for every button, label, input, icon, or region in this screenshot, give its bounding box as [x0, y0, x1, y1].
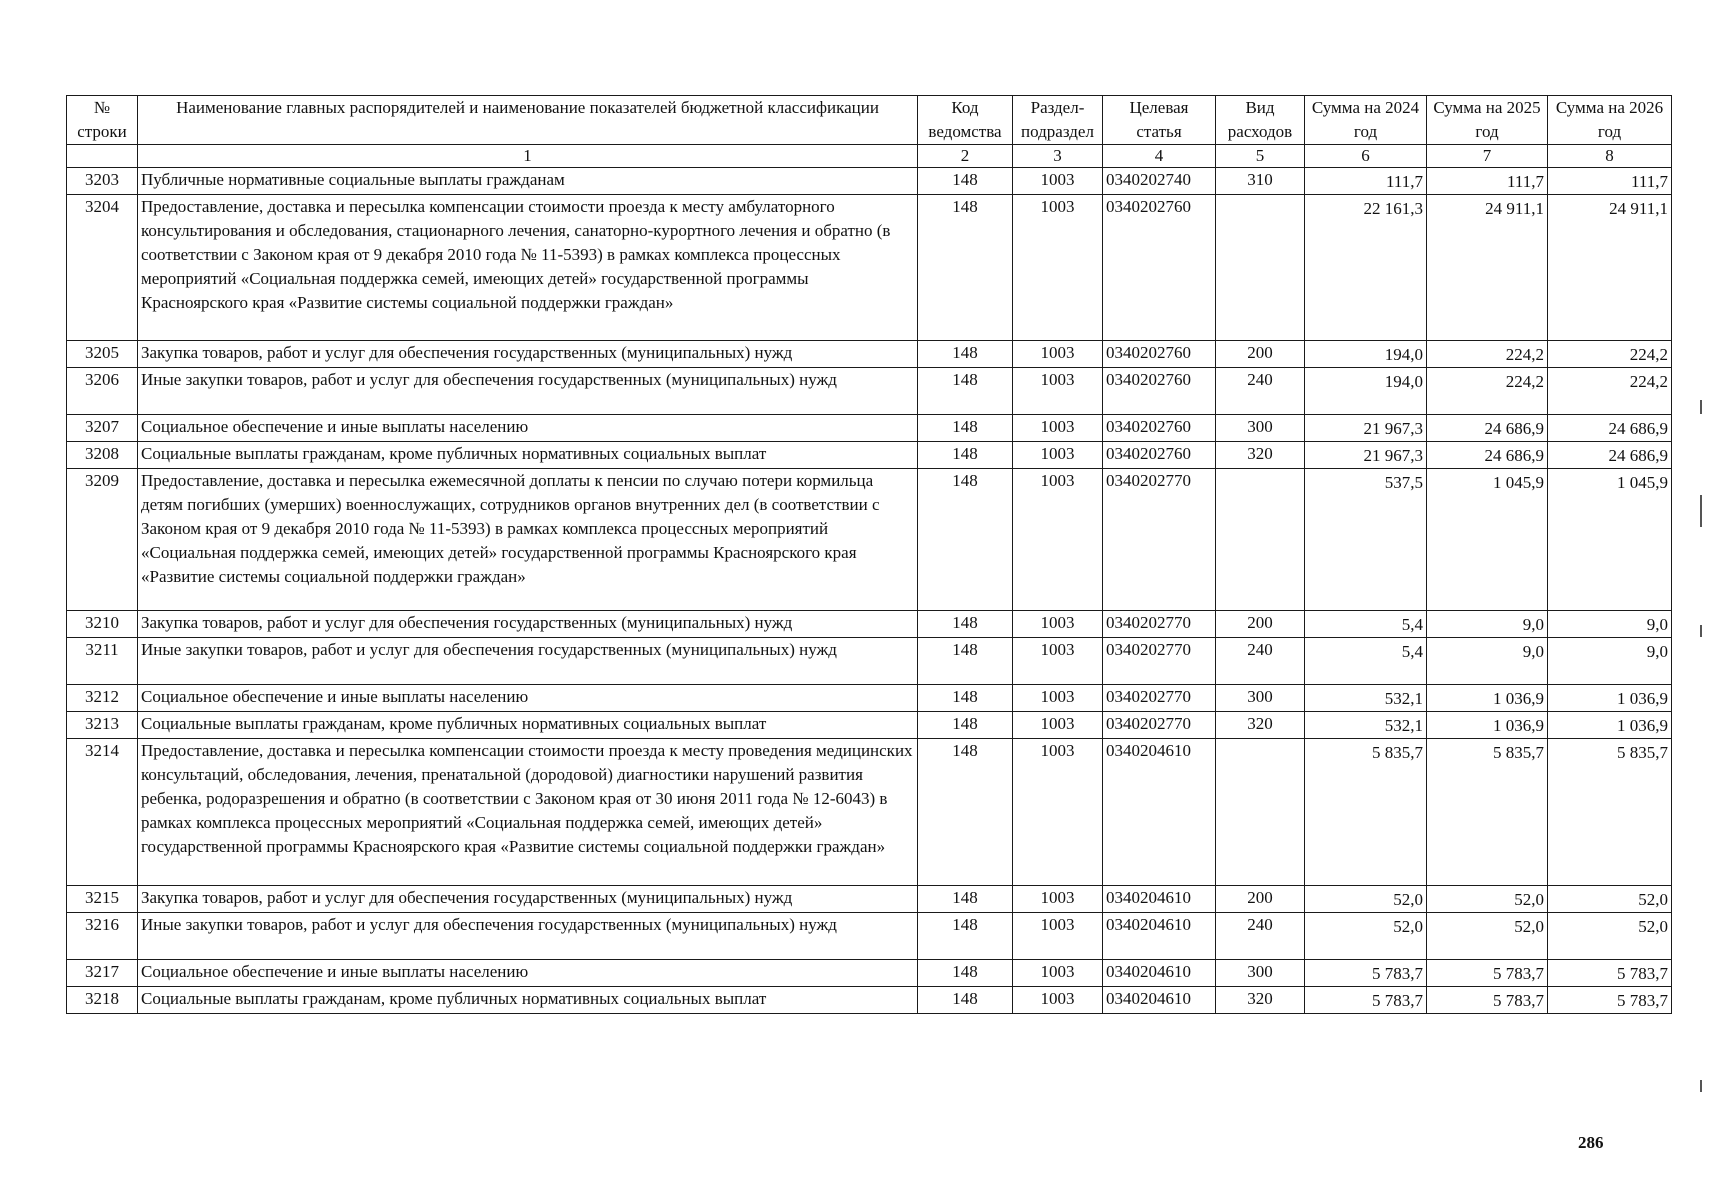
- sum-2026-cell: [1548, 712, 1672, 739]
- sum-2024-cell-value: 5 783,7: [1372, 964, 1423, 983]
- row-name-cell: Социальные выплаты гражданам, кроме публичных нормативных социальных выплат: [138, 987, 918, 1014]
- row-name-cell: Социальное обеспечение и иные выплаты населению: [138, 960, 918, 987]
- sum-2024-cell: [1305, 886, 1427, 913]
- row-name-cell: Предоставление, доставка и пересылка компенсации стоимости проезда к месту проведения медицинских консультаций, обследования, лечения, пренатальной (дородовой) диагностики нарушений развития ребенка, родоразрешения и обратно (в соответствии с Законом края от 30 июня 2011 года № 12-6043) в рамках комплекса процессных мероприятий «Социальная поддержка семей, имеющих детей» государственной программы Красноярского края «Развитие системы социальной поддержки граждан»: [138, 739, 918, 886]
- header-row-number: № строки: [67, 96, 138, 145]
- row-number-cell: 3209: [67, 469, 138, 611]
- sum-2025-cell: [1427, 638, 1548, 685]
- column-number: 2: [918, 145, 1013, 168]
- row-number-cell: 3213: [67, 712, 138, 739]
- sum-2024-cell-value: 537,5: [1384, 473, 1423, 492]
- sum-2025-cell: [1427, 685, 1548, 712]
- row-name-cell: Закупка товаров, работ и услуг для обеспечения государственных (муниципальных) нужд: [138, 886, 918, 913]
- target-article-cell: 0340204610: [1103, 739, 1216, 886]
- table-row: [67, 913, 1672, 960]
- department-code-cell: 148: [918, 987, 1013, 1014]
- target-article-cell: 0340204610: [1103, 913, 1216, 960]
- expense-type-cell: [1216, 469, 1305, 611]
- table-row: [67, 195, 1672, 341]
- target-article-cell: 0340202770: [1103, 611, 1216, 638]
- row-name-cell: Иные закупки товаров, работ и услуг для обеспечения государственных (муниципальных) нужд: [138, 913, 918, 960]
- sum-2025-cell: [1427, 195, 1548, 341]
- department-code-cell: 148: [918, 368, 1013, 415]
- sum-2024-cell-value: 194,0: [1384, 345, 1423, 364]
- header-name: Наименование главных распорядителей и наименование показателей бюджетной классификации: [138, 96, 918, 145]
- sum-2026-cell: [1548, 442, 1672, 469]
- row-name-cell: Иные закупки товаров, работ и услуг для обеспечения государственных (муниципальных) нужд: [138, 638, 918, 685]
- column-number: 3: [1013, 145, 1103, 168]
- sum-2026-cell-value: 5 783,7: [1617, 991, 1668, 1010]
- expense-type-cell: 300: [1216, 960, 1305, 987]
- row-name-cell: Предоставление, доставка и пересылка компенсации стоимости проезда к месту амбулаторного консультирования и обследования, стационарного лечения, санаторно-курортного лечения и обратно (в соответствии с Законом края от 9 декабря 2010 года № 11-5393) в рамках комплекса процессных мероприятий «Социальная поддержка семей, имеющих детей» государственной программы Красноярского края «Развитие системы социальной поддержки граждан»: [138, 195, 918, 341]
- sum-2024-cell: [1305, 469, 1427, 611]
- header-expense-type: Вид расходов: [1216, 96, 1305, 145]
- target-article-cell: 0340202760: [1103, 195, 1216, 341]
- sum-2024-cell-value: 5,4: [1401, 615, 1423, 634]
- row-name-cell: Закупка товаров, работ и услуг для обеспечения государственных (муниципальных) нужд: [138, 611, 918, 638]
- column-number: 8: [1548, 145, 1672, 168]
- department-code-cell: 148: [918, 913, 1013, 960]
- department-code-cell: 148: [918, 685, 1013, 712]
- sum-2026-cell: [1548, 168, 1672, 195]
- department-code-cell: 148: [918, 960, 1013, 987]
- sum-2026-cell-value: 24 911,1: [1609, 199, 1668, 218]
- section-cell: 1003: [1013, 638, 1103, 685]
- row-number-cell: 3217: [67, 960, 138, 987]
- section-cell: 1003: [1013, 960, 1103, 987]
- table-row: [67, 168, 1672, 195]
- sum-2025-cell-value: 224,2: [1505, 345, 1544, 364]
- sum-2025-cell-value: 52,0: [1514, 890, 1544, 909]
- sum-2026-cell-value: 9,0: [1646, 615, 1668, 634]
- department-code-cell: 148: [918, 611, 1013, 638]
- section-cell: 1003: [1013, 712, 1103, 739]
- section-cell: 1003: [1013, 469, 1103, 611]
- sum-2025-cell: [1427, 913, 1548, 960]
- section-cell: 1003: [1013, 611, 1103, 638]
- column-number: 1: [138, 145, 918, 168]
- sum-2025-cell-value: 1 036,9: [1493, 689, 1544, 708]
- scan-artifact: [1700, 1080, 1702, 1092]
- target-article-cell: 0340202770: [1103, 469, 1216, 611]
- sum-2025-cell: [1427, 987, 1548, 1014]
- section-cell: 1003: [1013, 168, 1103, 195]
- section-cell: 1003: [1013, 987, 1103, 1014]
- table-row: [67, 368, 1672, 415]
- row-number-cell: 3210: [67, 611, 138, 638]
- expense-type-cell: 300: [1216, 685, 1305, 712]
- sum-2024-cell: [1305, 712, 1427, 739]
- department-code-cell: 148: [918, 469, 1013, 611]
- sum-2025-cell: [1427, 712, 1548, 739]
- sum-2024-cell-value: 5 783,7: [1372, 991, 1423, 1010]
- row-number-cell: 3208: [67, 442, 138, 469]
- row-number-cell: 3204: [67, 195, 138, 341]
- section-cell: 1003: [1013, 368, 1103, 415]
- sum-2026-cell-value: 111,7: [1631, 172, 1668, 191]
- table-row: [67, 638, 1672, 685]
- row-number-cell: 3205: [67, 341, 138, 368]
- scan-artifact: [1700, 625, 1702, 637]
- row-name-cell: Закупка товаров, работ и услуг для обеспечения государственных (муниципальных) нужд: [138, 341, 918, 368]
- table-row: [67, 712, 1672, 739]
- table-body: [67, 168, 1672, 1014]
- sum-2025-cell-value: 9,0: [1522, 642, 1544, 661]
- department-code-cell: 148: [918, 886, 1013, 913]
- sum-2024-cell: [1305, 611, 1427, 638]
- expense-type-cell: 320: [1216, 442, 1305, 469]
- sum-2024-cell-value: 5,4: [1401, 642, 1423, 661]
- target-article-cell: 0340202760: [1103, 442, 1216, 469]
- sum-2026-cell-value: 9,0: [1646, 642, 1668, 661]
- sum-2026-cell: [1548, 611, 1672, 638]
- sum-2024-cell-value: 111,7: [1386, 172, 1423, 191]
- target-article-cell: 0340202770: [1103, 638, 1216, 685]
- sum-2026-cell-value: 24 686,9: [1608, 446, 1668, 465]
- table-header-row: [67, 96, 1672, 145]
- department-code-cell: 148: [918, 739, 1013, 886]
- sum-2026-cell-value: 52,0: [1638, 917, 1668, 936]
- budget-table: [66, 95, 1672, 1014]
- sum-2026-cell-value: 224,2: [1629, 372, 1668, 391]
- scan-artifact: [1700, 400, 1702, 414]
- sum-2024-cell: [1305, 195, 1427, 341]
- sum-2026-cell-value: 24 686,9: [1608, 419, 1668, 438]
- section-cell: 1003: [1013, 442, 1103, 469]
- table-row: [67, 987, 1672, 1014]
- row-name-cell: Социальные выплаты гражданам, кроме публичных нормативных социальных выплат: [138, 442, 918, 469]
- sum-2024-cell: [1305, 638, 1427, 685]
- target-article-cell: 0340204610: [1103, 886, 1216, 913]
- department-code-cell: 148: [918, 442, 1013, 469]
- sum-2025-cell-value: 24 911,1: [1485, 199, 1544, 218]
- sum-2025-cell: [1427, 886, 1548, 913]
- expense-type-cell: 240: [1216, 638, 1305, 685]
- page-number: 286: [1578, 1133, 1604, 1152]
- row-number-cell: 3218: [67, 987, 138, 1014]
- row-number-cell: 3215: [67, 886, 138, 913]
- sum-2024-cell-value: 21 967,3: [1363, 446, 1423, 465]
- sum-2026-cell-value: 1 036,9: [1617, 689, 1668, 708]
- sum-2026-cell: [1548, 341, 1672, 368]
- sum-2024-cell-value: 5 835,7: [1372, 743, 1423, 762]
- sum-2026-cell: [1548, 195, 1672, 341]
- sum-2024-cell: [1305, 913, 1427, 960]
- sum-2026-cell: [1548, 368, 1672, 415]
- row-name-cell: Публичные нормативные социальные выплаты гражданам: [138, 168, 918, 195]
- sum-2026-cell: [1548, 886, 1672, 913]
- section-cell: 1003: [1013, 685, 1103, 712]
- target-article-cell: 0340202770: [1103, 712, 1216, 739]
- target-article-cell: 0340202770: [1103, 685, 1216, 712]
- target-article-cell: 0340202760: [1103, 341, 1216, 368]
- expense-type-cell: 310: [1216, 168, 1305, 195]
- section-cell: 1003: [1013, 195, 1103, 341]
- sum-2025-cell-value: 111,7: [1507, 172, 1544, 191]
- sum-2024-cell-value: 532,1: [1384, 716, 1423, 735]
- row-name-cell: Социальное обеспечение и иные выплаты населению: [138, 685, 918, 712]
- expense-type-cell: 300: [1216, 415, 1305, 442]
- expense-type-cell: 320: [1216, 987, 1305, 1014]
- sum-2024-cell: [1305, 368, 1427, 415]
- column-number: 5: [1216, 145, 1305, 168]
- target-article-cell: 0340202740: [1103, 168, 1216, 195]
- sum-2025-cell-value: 9,0: [1522, 615, 1544, 634]
- scan-artifact: [1700, 495, 1702, 527]
- section-cell: 1003: [1013, 913, 1103, 960]
- sum-2025-cell-value: 52,0: [1514, 917, 1544, 936]
- section-cell: 1003: [1013, 341, 1103, 368]
- row-number-cell: 3203: [67, 168, 138, 195]
- row-number-cell: 3214: [67, 739, 138, 886]
- sum-2025-cell: [1427, 960, 1548, 987]
- expense-type-cell: 240: [1216, 913, 1305, 960]
- sum-2024-cell-value: 52,0: [1393, 917, 1423, 936]
- sum-2025-cell-value: 24 686,9: [1484, 419, 1544, 438]
- sum-2026-cell-value: 5 783,7: [1617, 964, 1668, 983]
- table-row: [67, 886, 1672, 913]
- sum-2024-cell: [1305, 987, 1427, 1014]
- department-code-cell: 148: [918, 168, 1013, 195]
- header-sum-2024: Сумма на 2024 год: [1305, 96, 1427, 145]
- sum-2024-cell: [1305, 415, 1427, 442]
- sum-2025-cell: [1427, 341, 1548, 368]
- expense-type-cell: [1216, 195, 1305, 341]
- sum-2026-cell: [1548, 469, 1672, 611]
- department-code-cell: 148: [918, 638, 1013, 685]
- sum-2025-cell-value: 5 783,7: [1493, 964, 1544, 983]
- row-number-cell: 3207: [67, 415, 138, 442]
- row-name-cell: Иные закупки товаров, работ и услуг для обеспечения государственных (муниципальных) нужд: [138, 368, 918, 415]
- header-department-code: Код ведомства: [918, 96, 1013, 145]
- expense-type-cell: 200: [1216, 611, 1305, 638]
- sum-2025-cell-value: 224,2: [1505, 372, 1544, 391]
- sum-2026-cell-value: 224,2: [1629, 345, 1668, 364]
- sum-2024-cell: [1305, 685, 1427, 712]
- target-article-cell: 0340202760: [1103, 368, 1216, 415]
- column-number: 6: [1305, 145, 1427, 168]
- sum-2024-cell: [1305, 442, 1427, 469]
- target-article-cell: 0340202760: [1103, 415, 1216, 442]
- table-row: [67, 415, 1672, 442]
- sum-2025-cell-value: 1 036,9: [1493, 716, 1544, 735]
- sum-2026-cell: [1548, 987, 1672, 1014]
- sum-2024-cell: [1305, 168, 1427, 195]
- sum-2025-cell-value: 24 686,9: [1484, 446, 1544, 465]
- expense-type-cell: 200: [1216, 341, 1305, 368]
- table-row: [67, 739, 1672, 886]
- expense-type-cell: 320: [1216, 712, 1305, 739]
- column-number: 7: [1427, 145, 1548, 168]
- row-name-cell: Предоставление, доставка и пересылка ежемесячной доплаты к пенсии по случаю потери кормильца детям погибших (умерших) военнослужащих, сотрудников органов внутренних дел (в соответствии с Законом края от 9 декабря 2010 года № 11-5393) в рамках комплекса процессных мероприятий «Социальная поддержка семей, имеющих детей» государственной программы Красноярского края «Развитие системы социальной поддержки граждан»: [138, 469, 918, 611]
- sum-2025-cell: [1427, 611, 1548, 638]
- sum-2026-cell: [1548, 685, 1672, 712]
- header-sum-2025: Сумма на 2025 год: [1427, 96, 1548, 145]
- sum-2026-cell: [1548, 638, 1672, 685]
- sum-2026-cell: [1548, 960, 1672, 987]
- header-section: Раздел-подраздел: [1013, 96, 1103, 145]
- section-cell: 1003: [1013, 415, 1103, 442]
- row-number-cell: 3212: [67, 685, 138, 712]
- row-number-cell: 3206: [67, 368, 138, 415]
- sum-2026-cell-value: 5 835,7: [1617, 743, 1668, 762]
- sum-2024-cell: [1305, 341, 1427, 368]
- section-cell: 1003: [1013, 739, 1103, 886]
- sum-2025-cell-value: 1 045,9: [1493, 473, 1544, 492]
- sum-2024-cell-value: 194,0: [1384, 372, 1423, 391]
- row-number-cell: 3211: [67, 638, 138, 685]
- sum-2025-cell-value: 5 783,7: [1493, 991, 1544, 1010]
- department-code-cell: 148: [918, 712, 1013, 739]
- target-article-cell: 0340204610: [1103, 960, 1216, 987]
- column-number-row: [67, 145, 1672, 168]
- sum-2026-cell-value: 1 036,9: [1617, 716, 1668, 735]
- sum-2024-cell: [1305, 960, 1427, 987]
- table-row: [67, 685, 1672, 712]
- sum-2026-cell-value: 52,0: [1638, 890, 1668, 909]
- table-row: [67, 469, 1672, 611]
- table-row: [67, 960, 1672, 987]
- sum-2024-cell-value: 52,0: [1393, 890, 1423, 909]
- department-code-cell: 148: [918, 415, 1013, 442]
- table-row: [67, 442, 1672, 469]
- sum-2026-cell: [1548, 415, 1672, 442]
- row-name-cell: Социальное обеспечение и иные выплаты населению: [138, 415, 918, 442]
- sum-2025-cell: [1427, 168, 1548, 195]
- sum-2026-cell: [1548, 913, 1672, 960]
- header-target-article: Целевая статья: [1103, 96, 1216, 145]
- target-article-cell: 0340204610: [1103, 987, 1216, 1014]
- header-sum-2026: Сумма на 2026 год: [1548, 96, 1672, 145]
- table-row: [67, 611, 1672, 638]
- sum-2026-cell: [1548, 739, 1672, 886]
- column-number: 4: [1103, 145, 1216, 168]
- row-number-cell: 3216: [67, 913, 138, 960]
- sum-2025-cell: [1427, 469, 1548, 611]
- department-code-cell: 148: [918, 195, 1013, 341]
- sum-2025-cell-value: 5 835,7: [1493, 743, 1544, 762]
- sum-2025-cell: [1427, 739, 1548, 886]
- sum-2025-cell: [1427, 442, 1548, 469]
- expense-type-cell: 240: [1216, 368, 1305, 415]
- sum-2026-cell-value: 1 045,9: [1617, 473, 1668, 492]
- sum-2024-cell: [1305, 739, 1427, 886]
- expense-type-cell: [1216, 739, 1305, 886]
- sum-2024-cell-value: 22 161,3: [1363, 199, 1423, 218]
- department-code-cell: 148: [918, 341, 1013, 368]
- table-row: [67, 341, 1672, 368]
- row-name-cell: Социальные выплаты гражданам, кроме публичных нормативных социальных выплат: [138, 712, 918, 739]
- sum-2024-cell-value: 21 967,3: [1363, 419, 1423, 438]
- sum-2025-cell: [1427, 368, 1548, 415]
- section-cell: 1003: [1013, 886, 1103, 913]
- sum-2024-cell-value: 532,1: [1384, 689, 1423, 708]
- expense-type-cell: 200: [1216, 886, 1305, 913]
- column-number: [67, 145, 138, 168]
- sum-2025-cell: [1427, 415, 1548, 442]
